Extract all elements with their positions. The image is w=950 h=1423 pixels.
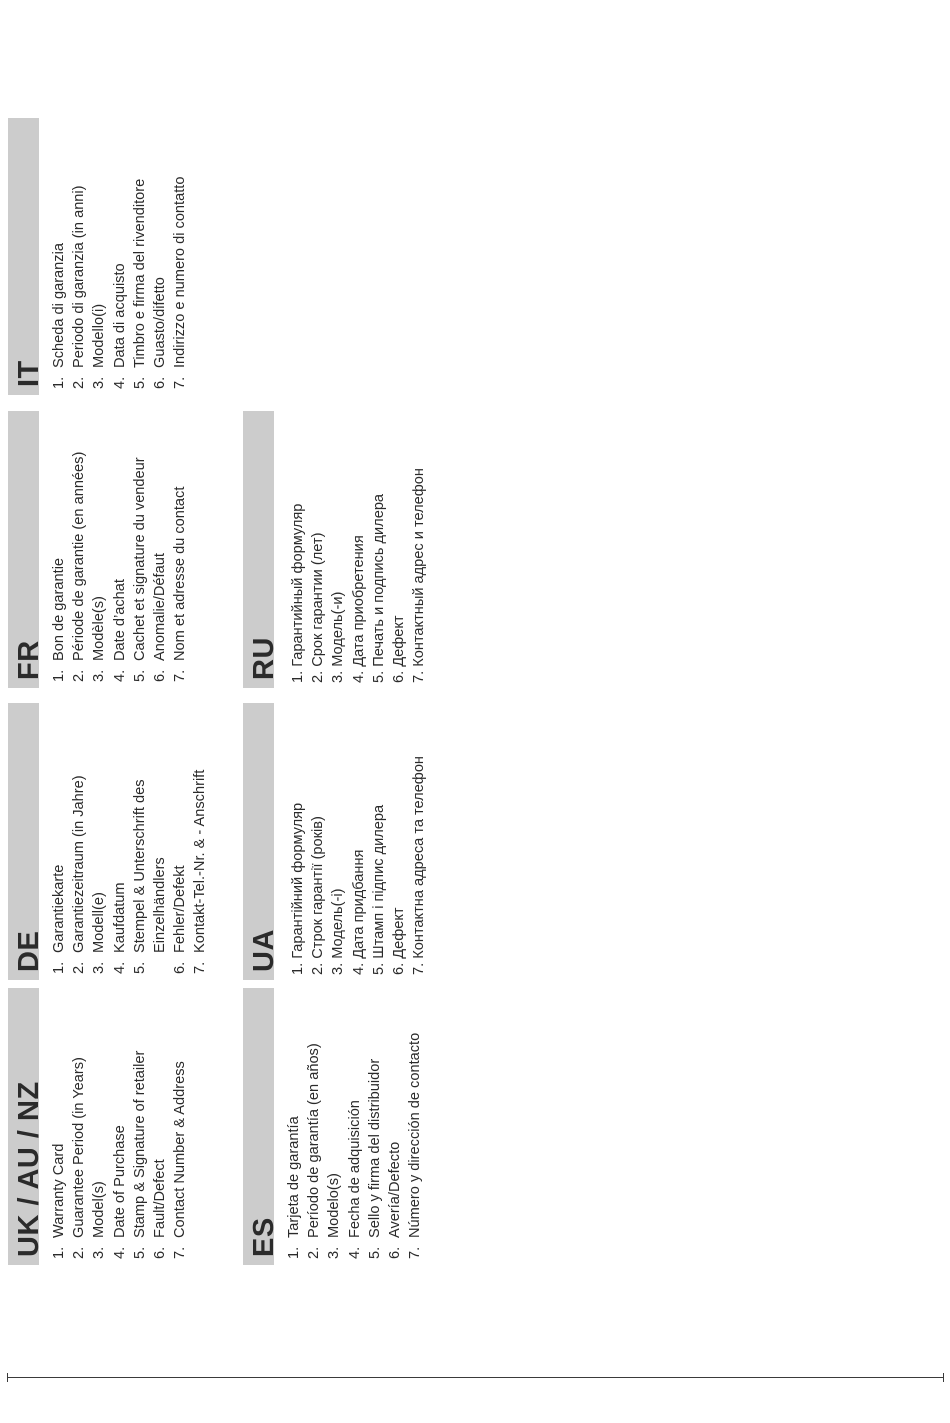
list-item: 1. Гарантійний формуляр [290,802,306,975]
list-item: 5. Печать и подпись дилера [370,493,387,683]
list-item: 1.Warranty Card [51,1143,67,1259]
fold-line-start-tick [7,1373,8,1382]
list-item: 2.Période de garantie (en années) [71,451,88,682]
list-item: 6.Fault/Defect [152,1159,169,1259]
item-list-es [284,988,425,1259]
section-header-uk [8,988,45,1265]
item-list-uk [49,988,190,1259]
section-header-fr [8,411,45,688]
section-code-uk: UK / AU / NZ [13,1081,45,1257]
item-list-de [49,703,211,974]
section-header-ru [243,411,280,688]
section-fr [8,411,190,688]
section-code-ru: RU [248,637,280,680]
list-item: 6.Fehler/Defekt [172,865,189,974]
list-item: 7. Контактна адреса та телефон [411,756,428,975]
list-item: 2.Guarantee Period (in Years) [71,1057,88,1259]
list-item: 7.Número y dirección de contacto [407,1032,424,1259]
list-item: 4. Дата приобретения [350,535,367,683]
section-header-de [8,703,45,980]
list-item: Einzelhändlers [152,857,169,953]
section-it [8,118,190,395]
fold-line-end-tick [943,1373,944,1382]
list-item: 3.Modelo(s) [326,1173,343,1259]
item-list-ru [288,411,429,683]
list-item: 3. Модель(-и) [330,591,347,683]
list-item: 2.Periodo di garanzia (in anni) [71,185,88,389]
list-item: 2. Строк гарантії (років) [310,816,327,975]
list-item: 2. Срок гарантии (лет) [310,532,327,683]
section-header-es [243,988,280,1265]
list-item: 6.Avería/Defecto [387,1141,404,1259]
list-item: 5.Cachet et signature du vendeur [131,457,148,682]
section-header-ua [243,703,280,980]
list-item: 3. Модель(-і) [330,888,347,975]
list-item: 2.Garantiezeitraum (in Jahre) [71,775,88,974]
list-item: 7.Indirizzo e numero di contatto [172,176,189,389]
list-item: 4.Date of Purchase [111,1125,128,1259]
section-code-fr: FR [13,640,45,680]
section-code-it: IT [13,360,45,387]
list-item: 6.Guasto/difetto [152,277,169,389]
list-item: 4. Дата придбання [350,849,367,975]
item-list-ua [288,703,429,975]
list-item: 1.Tarjeta de garantía [286,1116,302,1259]
list-item: 6. Дефект [391,615,408,683]
fold-line [7,1377,944,1378]
list-item: 6.Anomalie/Défaut [152,553,169,682]
list-item: 3.Model(s) [91,1181,108,1259]
section-de [8,703,211,980]
list-item: 2.Período de garantía (en años) [306,1043,323,1259]
list-item: 1.Bon de garantie [51,557,67,682]
section-uk [8,988,190,1265]
list-item: 4.Kaufdatum [111,882,128,974]
list-item: 7.Kontakt-Tel.-Nr. & - Anschrift [192,769,209,974]
list-item: 1. Гарантийный формуляр [290,503,306,683]
section-es [243,988,425,1265]
section-ru [243,411,429,688]
item-list-fr [49,411,190,682]
list-item: 5.Stamp & Signature of retailer [131,1050,148,1259]
list-item: 1.Garantiekarte [51,864,67,974]
section-code-es: ES [248,1217,280,1257]
list-item: 1.Scheda di garanzia [51,243,67,389]
list-item: 5.Timbro e firma del rivenditore [131,178,148,389]
section-ua [243,703,429,980]
list-item: 3.Modello(i) [91,303,108,389]
list-item: 7.Nom et adresse du contact [172,486,189,682]
list-item: 5.Sello y firma del distribuidor [366,1058,383,1259]
list-item: 3.Modèle(s) [91,596,108,682]
list-item: 7.Contact Number & Address [172,1061,189,1259]
list-item: 4.Date d’achat [111,579,128,682]
section-header-it [8,118,45,395]
list-item: 7. Контактный адрес и телефон [411,468,428,683]
list-item: 4.Fecha de adquisición [346,1100,363,1259]
list-item: 5. Штамп і підпис дилера [370,804,387,975]
list-item: 5.Stempel & Unterschrift des [131,779,148,974]
list-item: 3.Modell(e) [91,892,108,974]
section-code-ua: UA [248,929,280,972]
section-code-de: DE [13,930,45,972]
list-item: 4.Data di acquisto [111,263,128,389]
item-list-it [49,118,190,389]
list-item: 6. Дефект [391,907,408,975]
